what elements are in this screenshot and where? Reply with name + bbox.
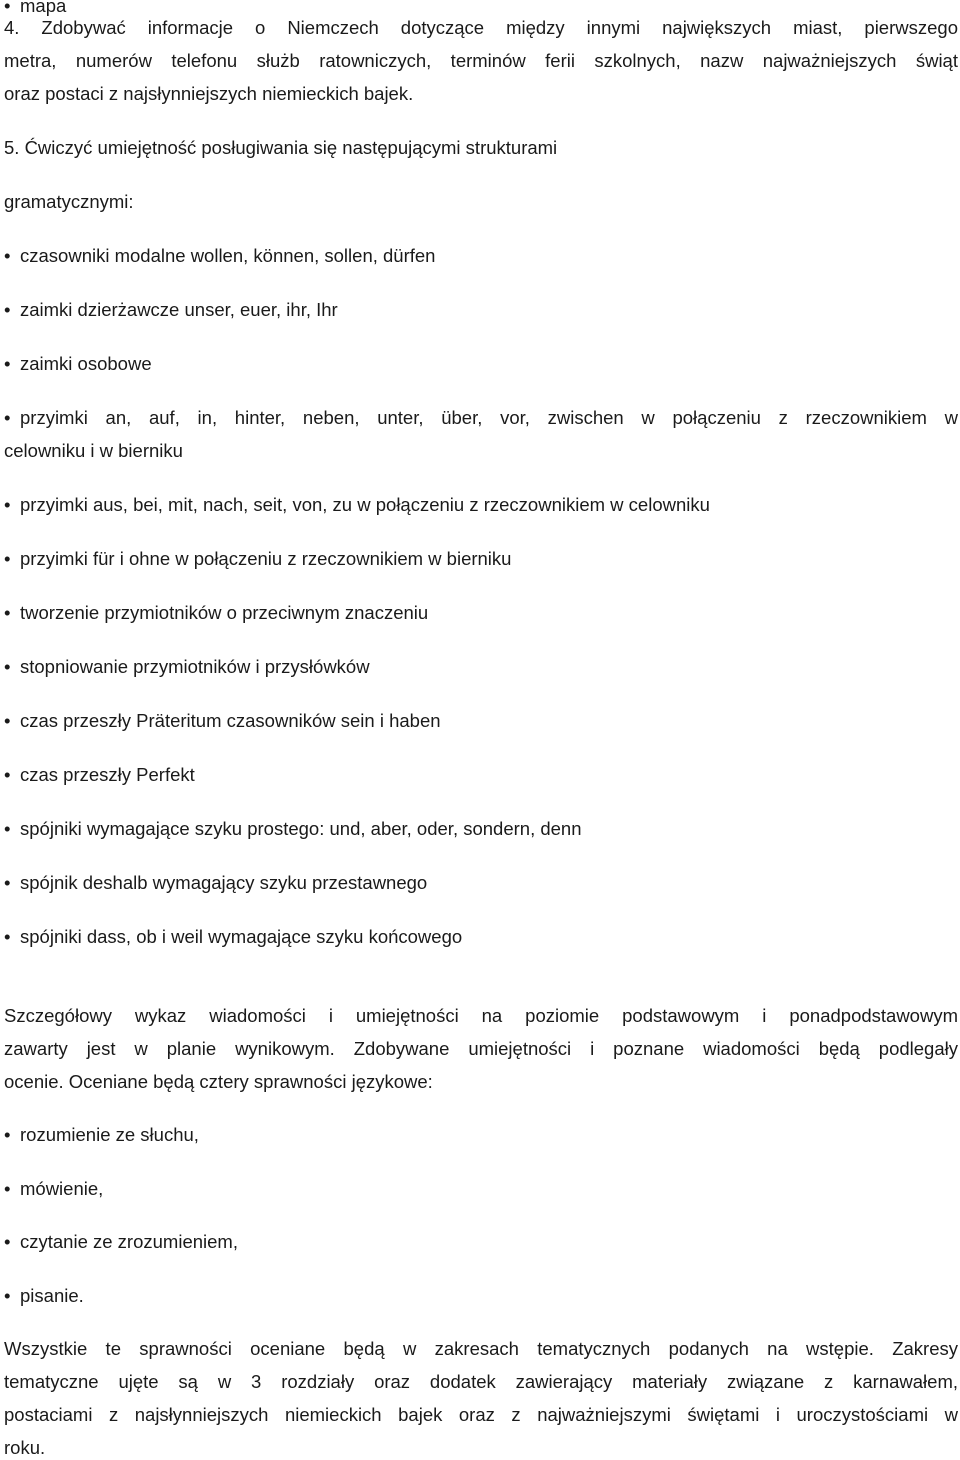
bullet-icon: •: [4, 764, 11, 785]
grammar-item-text: przyimki für i ohne w połączeniu z rzeczownikiem w bierniku: [20, 548, 512, 569]
grammar-item: [4, 352, 152, 376]
bullet-icon: •: [4, 1124, 11, 1145]
bullet-icon: •: [4, 656, 11, 677]
grammar-item: [4, 709, 441, 733]
skill-item: [4, 1284, 84, 1308]
bullet-icon: •: [4, 926, 11, 947]
bullet-icon: •: [4, 710, 11, 731]
grammar-item: [4, 871, 427, 895]
grammar-item: [4, 925, 462, 949]
bullet-icon: •: [4, 494, 11, 515]
skill-item-text: pisanie.: [20, 1285, 84, 1306]
item4-line2: metra, numerów telefonu służb ratowniczych, terminów ferii szkolnych, nazw najważniejszych świąt: [4, 50, 958, 71]
bullet-icon: •: [4, 353, 11, 374]
grammar-item-text: zaimki dzierżawcze unser, euer, ihr, Ihr: [20, 299, 338, 320]
grammar-item: [4, 601, 428, 625]
item4-line3: oraz postaci z najsłynniejszych niemieckich bajek.: [4, 83, 414, 104]
grammar-item-text: przyimki an, auf, in, hinter, neben, unter, über, vor, zwischen w połączeniu z rzeczownikiem w: [20, 407, 958, 428]
bullet-icon: •: [4, 1285, 11, 1306]
grammar-item-text: czasowniki modalne wollen, können, sollen, dürfen: [20, 245, 436, 266]
grammar-item: [4, 298, 338, 322]
paragraph2-line1: Wszystkie te sprawności oceniane będą w zakresach tematycznych podanych na wstępie. Zakresy: [4, 1338, 958, 1359]
grammar-item: [4, 763, 195, 787]
item5-line1: 5. Ćwiczyć umiejętność posługiwania się następującymi strukturami: [4, 137, 558, 158]
list-item-text: mapa: [20, 0, 67, 16]
bullet-icon: •: [4, 1178, 11, 1199]
bullet-icon: •: [4, 548, 11, 569]
grammar-item: [4, 817, 582, 841]
paragraph2-line4: roku.: [4, 1437, 46, 1458]
bullet-icon: •: [4, 872, 11, 893]
bullet-icon: •: [4, 1231, 11, 1252]
grammar-item-text: spójnik deshalb wymagający szyku przestawnego: [20, 872, 428, 893]
bullet-icon: •: [4, 818, 11, 839]
skill-item-text: mówienie,: [20, 1178, 104, 1199]
bullet-icon: •: [4, 0, 11, 16]
paragraph2-line2: tematyczne ujęte są w 3 rozdziały oraz dodatek zawierający materiały związane z karnawałem,: [4, 1371, 958, 1392]
item5-line2: gramatycznymi:: [4, 191, 134, 212]
skill-item-text: czytanie ze zrozumieniem,: [20, 1231, 238, 1252]
grammar-item-continuation: celowniku i w bierniku: [4, 440, 183, 461]
bullet-icon: •: [4, 407, 11, 428]
paragraph1-line1: Szczegółowy wykaz wiadomości i umiejętności na poziomie podstawowym i ponadpodstawowym: [4, 1005, 958, 1026]
grammar-item-text: tworzenie przymiotników o przeciwnym znaczeniu: [20, 602, 429, 623]
grammar-item-text: czas przeszły Perfekt: [20, 764, 195, 785]
grammar-item: [4, 655, 370, 679]
grammar-item-text: stopniowanie przymiotników i przysłówków: [20, 656, 370, 677]
grammar-item: [4, 244, 435, 268]
grammar-item-text: spójniki dass, ob i weil wymagające szyku końcowego: [20, 926, 463, 947]
skill-item: [4, 1123, 199, 1147]
paragraph2-line3: postaciami z najsłynniejszych niemieckich bajek oraz z najważniejszymi świętami i uroczystościami w: [4, 1404, 958, 1425]
skill-item: [4, 1230, 238, 1254]
bullet-icon: •: [4, 602, 11, 623]
grammar-item-text: spójniki wymagające szyku prostego: und, aber, oder, sondern, denn: [20, 818, 582, 839]
bullet-icon: •: [4, 299, 11, 320]
item4-line1: 4. Zdobywać informacje o Niemczech dotyczące między innymi największych miast, pierwszego: [4, 17, 958, 38]
grammar-item-text: przyimki aus, bei, mit, nach, seit, von, zu w połączeniu z rzeczownikiem w celowniku: [20, 494, 710, 515]
grammar-item: [4, 493, 710, 517]
skill-item: [4, 1177, 103, 1201]
grammar-item-long: [4, 406, 958, 430]
bullet-icon: •: [4, 245, 11, 266]
grammar-item-text: czas przeszły Präteritum czasowników sein i haben: [20, 710, 441, 731]
paragraph1-line2: zawarty jest w planie wynikowym. Zdobywane umiejętności i poznane wiadomości będą podlegały: [4, 1038, 958, 1059]
grammar-item: [4, 547, 511, 571]
paragraph1-line3: ocenie. Oceniane będą cztery sprawności językowe:: [4, 1071, 433, 1092]
grammar-item-text: zaimki osobowe: [20, 353, 152, 374]
skill-item-text: rozumienie ze słuchu,: [20, 1124, 199, 1145]
